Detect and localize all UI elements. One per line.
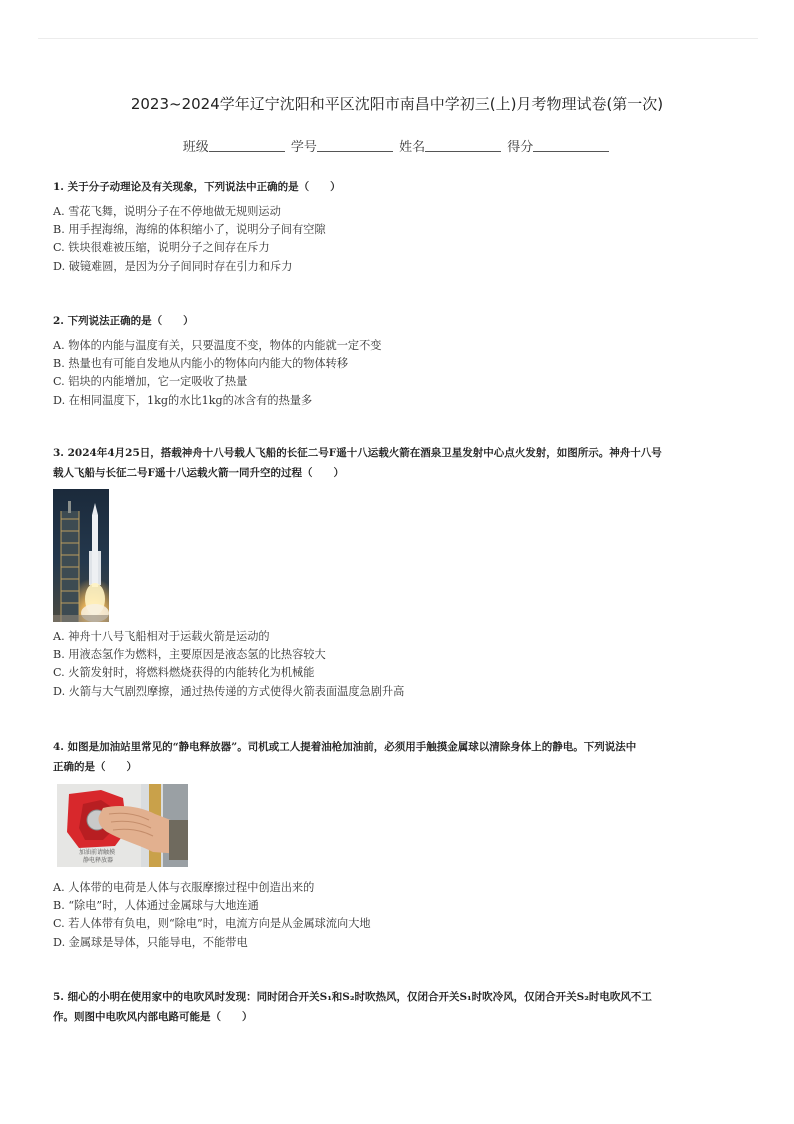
option-b[interactable]: B. 热量也有可能自发地从内能小的物体向内能大的物体转移 <box>53 357 349 371</box>
option-b[interactable]: B. “除电”时，人体通过金属球与大地连通 <box>53 899 259 913</box>
question-3 <box>53 443 739 483</box>
option-d[interactable]: D. 金属球是导体，只能导电，不能带电 <box>53 935 248 949</box>
question-4 <box>53 737 739 777</box>
question-stem-line-1: 4. 如图是加油站里常见的“静电释放器”。司机或工人提着油枪加油前，必须用手触摸金属球以清除身体上的静电。下列说法中 <box>53 741 637 753</box>
option-a[interactable]: A. 物体的内能与温度有关，只要温度不变，物体的内能就一定不变 <box>53 339 382 352</box>
name-field[interactable] <box>399 136 503 155</box>
option-c[interactable]: C. 若人体带有负电，则“除电”时，电流方向是从金属球流向大地 <box>53 917 371 931</box>
sign-text-line-1: 加油前请触摸 <box>79 849 116 856</box>
static-discharger-image <box>57 784 188 867</box>
question-stem: 2. 下列说法正确的是（ ） <box>53 315 194 327</box>
option-c[interactable]: C. 铝块的内能增加，它一定吸收了热量 <box>53 375 248 389</box>
score-blank[interactable] <box>533 139 609 152</box>
question-stem-line-2: 载人飞船与长征二号F遥十八运载火箭一同升空的过程（ ） <box>53 467 344 479</box>
student-id-field[interactable] <box>291 136 395 155</box>
sign-text-line-2: 静电释放器 <box>83 857 114 864</box>
question-stem: 1. 关于分子动理论及有关现象，下列说法中正确的是（ ） <box>53 181 341 193</box>
question-1 <box>53 177 739 276</box>
question-stem-line-2: 正确的是（ ） <box>53 761 137 773</box>
option-c[interactable]: C. 火箭发射时，将燃料燃烧获得的内能转化为机械能 <box>53 666 315 680</box>
score-label: 得分 <box>507 140 534 155</box>
question-stem-line-1: 5. 细心的小明在使用家中的电吹风时发现：同时闭合开关S₁和S₂时吹热风，仅闭合开关S₁时吹冷风，仅闭合开关S₂时电吹风不工 <box>53 991 652 1003</box>
option-a[interactable]: A. 雪花飞舞，说明分子在不停地做无规则运动 <box>53 205 281 218</box>
option-d[interactable]: D. 在相同温度下，1kg的水比1kg的冰含有的热量多 <box>53 393 313 407</box>
option-d[interactable]: D. 火箭与大气剧烈摩擦，通过热传递的方式使得火箭表面温度急剧升高 <box>53 684 405 698</box>
question-stem-line-1: 3. 2024年4月25日，搭载神舟十八号载人飞船的长征二号F遥十八运载火箭在酒泉卫星发射中心点火发射，如图所示。神舟十八号 <box>53 447 662 459</box>
options-list <box>53 203 739 276</box>
score-field[interactable] <box>507 136 611 155</box>
question-4-options <box>53 879 739 952</box>
option-a[interactable]: A. 人体带的电荷是人体与衣服摩擦过程中创造出来的 <box>53 881 315 894</box>
option-d[interactable]: D. 破镜难圆，是因为分子间同时存在引力和斥力 <box>53 259 293 273</box>
question-stem-line-2: 作。则图中电吹风内部电路可能是（ ） <box>53 1011 253 1023</box>
option-a[interactable]: A. 神舟十八号飞船相对于运载火箭是运动的 <box>53 630 270 643</box>
option-b[interactable]: B. 用液态氢作为燃料，主要原因是液态氢的比热容较大 <box>53 648 326 662</box>
question-5 <box>53 987 739 1027</box>
student-info-bar <box>0 136 794 155</box>
option-b[interactable]: B. 用手捏海绵，海绵的体积缩小了，说明分子间有空隙 <box>53 223 326 237</box>
question-3-options <box>53 628 739 701</box>
name-label: 姓名 <box>399 140 426 155</box>
class-label: 班级 <box>182 140 209 155</box>
option-c[interactable]: C. 铁块很难被压缩，说明分子之间存在斥力 <box>53 241 270 255</box>
class-field[interactable] <box>183 136 287 155</box>
question-2 <box>53 311 739 410</box>
exam-title: 2023~2024学年辽宁沈阳和平区沈阳市南昌中学初三(上)月考物理试卷(第一次) <box>130 95 664 113</box>
page-top-divider <box>38 38 758 39</box>
student-id-label: 学号 <box>290 140 317 155</box>
name-blank[interactable] <box>425 139 501 152</box>
options-list <box>53 337 739 410</box>
student-id-blank[interactable] <box>317 139 393 152</box>
rocket-launch-image <box>53 489 109 622</box>
class-blank[interactable] <box>209 139 285 152</box>
